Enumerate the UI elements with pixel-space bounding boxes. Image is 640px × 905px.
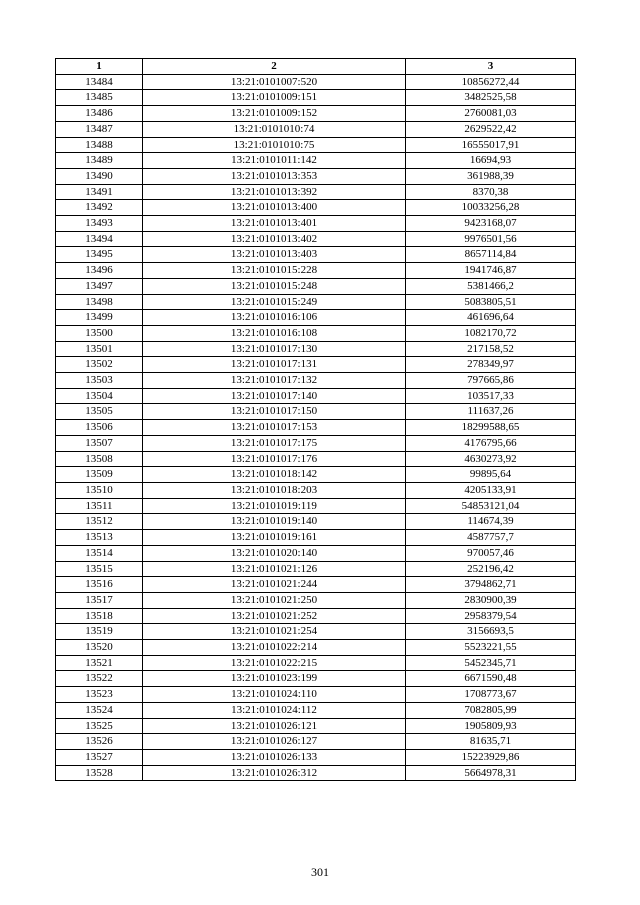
table-row	[56, 624, 576, 640]
cadastral-number-cell: 13:21:0101021:252	[143, 608, 406, 624]
value-cell: 5381466,2	[406, 278, 576, 294]
table-row	[56, 216, 576, 232]
row-number-cell: 13525	[56, 718, 143, 734]
value-cell: 5664978,31	[406, 765, 576, 781]
row-number-cell: 13502	[56, 357, 143, 373]
table-row	[56, 640, 576, 656]
data-table	[55, 58, 576, 781]
cadastral-number-cell: 13:21:0101016:108	[143, 325, 406, 341]
value-cell: 54853121,04	[406, 498, 576, 514]
column-header-1: 1	[56, 59, 143, 75]
value-cell: 252196,42	[406, 561, 576, 577]
table-row	[56, 671, 576, 687]
row-number-cell: 13518	[56, 608, 143, 624]
row-number-cell: 13491	[56, 184, 143, 200]
row-number-cell: 13504	[56, 388, 143, 404]
cadastral-number-cell: 13:21:0101010:74	[143, 121, 406, 137]
table-row	[56, 231, 576, 247]
value-cell: 3794862,71	[406, 577, 576, 593]
cadastral-number-cell: 13:21:0101019:161	[143, 530, 406, 546]
table-row	[56, 90, 576, 106]
table-body	[56, 74, 576, 781]
table-row	[56, 325, 576, 341]
row-number-cell: 13513	[56, 530, 143, 546]
value-cell: 16555017,91	[406, 137, 576, 153]
value-cell: 16694,93	[406, 153, 576, 169]
cadastral-number-cell: 13:21:0101015:249	[143, 294, 406, 310]
table-row	[56, 106, 576, 122]
cadastral-number-cell: 13:21:0101024:112	[143, 702, 406, 718]
table-row	[56, 749, 576, 765]
row-number-cell: 13503	[56, 373, 143, 389]
value-cell: 5452345,71	[406, 655, 576, 671]
table-row	[56, 592, 576, 608]
value-cell: 15223929,86	[406, 749, 576, 765]
table-header	[56, 59, 576, 75]
row-number-cell: 13527	[56, 749, 143, 765]
cadastral-number-cell: 13:21:0101013:392	[143, 184, 406, 200]
value-cell: 9423168,07	[406, 216, 576, 232]
cadastral-number-cell: 13:21:0101020:140	[143, 545, 406, 561]
cadastral-number-cell: 13:21:0101026:127	[143, 734, 406, 750]
table-row	[56, 200, 576, 216]
value-cell: 7082805,99	[406, 702, 576, 718]
cadastral-number-cell: 13:21:0101013:403	[143, 247, 406, 263]
row-number-cell: 13498	[56, 294, 143, 310]
value-cell: 8657114,84	[406, 247, 576, 263]
row-number-cell: 13506	[56, 420, 143, 436]
cadastral-number-cell: 13:21:0101026:312	[143, 765, 406, 781]
value-cell: 18299588,65	[406, 420, 576, 436]
value-cell: 81635,71	[406, 734, 576, 750]
cadastral-number-cell: 13:21:0101013:353	[143, 168, 406, 184]
table-row	[56, 310, 576, 326]
row-number-cell: 13522	[56, 671, 143, 687]
cadastral-number-cell: 13:21:0101026:133	[143, 749, 406, 765]
cadastral-number-cell: 13:21:0101022:214	[143, 640, 406, 656]
cadastral-number-cell: 13:21:0101018:203	[143, 482, 406, 498]
row-number-cell: 13496	[56, 263, 143, 279]
cadastral-number-cell: 13:21:0101011:142	[143, 153, 406, 169]
cadastral-number-cell: 13:21:0101007:520	[143, 74, 406, 90]
row-number-cell: 13488	[56, 137, 143, 153]
value-cell: 111637,26	[406, 404, 576, 420]
row-number-cell: 13526	[56, 734, 143, 750]
column-header-3: 3	[406, 59, 576, 75]
table-row	[56, 121, 576, 137]
column-header-2: 2	[143, 59, 406, 75]
row-number-cell: 13510	[56, 482, 143, 498]
row-number-cell: 13519	[56, 624, 143, 640]
value-cell: 114674,39	[406, 514, 576, 530]
row-number-cell: 13521	[56, 655, 143, 671]
row-number-cell: 13512	[56, 514, 143, 530]
row-number-cell: 13495	[56, 247, 143, 263]
value-cell: 217158,52	[406, 341, 576, 357]
table-row	[56, 514, 576, 530]
value-cell: 361988,39	[406, 168, 576, 184]
cadastral-number-cell: 13:21:0101021:250	[143, 592, 406, 608]
cadastral-number-cell: 13:21:0101015:228	[143, 263, 406, 279]
value-cell: 2830900,39	[406, 592, 576, 608]
table-row	[56, 357, 576, 373]
value-cell: 4587757,7	[406, 530, 576, 546]
table-row	[56, 263, 576, 279]
value-cell: 2760081,03	[406, 106, 576, 122]
row-number-cell: 13520	[56, 640, 143, 656]
value-cell: 4630273,92	[406, 451, 576, 467]
table-row	[56, 373, 576, 389]
table-row	[56, 545, 576, 561]
cadastral-number-cell: 13:21:0101019:119	[143, 498, 406, 514]
cadastral-number-cell: 13:21:0101017:176	[143, 451, 406, 467]
value-cell: 5523221,55	[406, 640, 576, 656]
cadastral-number-cell: 13:21:0101015:248	[143, 278, 406, 294]
table-row	[56, 498, 576, 514]
table-row	[56, 482, 576, 498]
table-row	[56, 734, 576, 750]
row-number-cell: 13511	[56, 498, 143, 514]
value-cell: 2958379,54	[406, 608, 576, 624]
page-number: 301	[311, 865, 329, 879]
table-row	[56, 702, 576, 718]
row-number-cell: 13489	[56, 153, 143, 169]
cadastral-number-cell: 13:21:0101021:254	[143, 624, 406, 640]
table-row	[56, 153, 576, 169]
table-row	[56, 247, 576, 263]
value-cell: 1708773,67	[406, 687, 576, 703]
row-number-cell: 13490	[56, 168, 143, 184]
cadastral-number-cell: 13:21:0101016:106	[143, 310, 406, 326]
value-cell: 4205133,91	[406, 482, 576, 498]
value-cell: 970057,46	[406, 545, 576, 561]
row-number-cell: 13515	[56, 561, 143, 577]
row-number-cell: 13486	[56, 106, 143, 122]
cadastral-number-cell: 13:21:0101017:132	[143, 373, 406, 389]
row-number-cell: 13499	[56, 310, 143, 326]
value-cell: 3156693,5	[406, 624, 576, 640]
value-cell: 103517,33	[406, 388, 576, 404]
row-number-cell: 13509	[56, 467, 143, 483]
cadastral-number-cell: 13:21:0101017:150	[143, 404, 406, 420]
value-cell: 10033256,28	[406, 200, 576, 216]
row-number-cell: 13508	[56, 451, 143, 467]
value-cell: 9976501,56	[406, 231, 576, 247]
table-row	[56, 561, 576, 577]
table-row	[56, 388, 576, 404]
table-row	[56, 184, 576, 200]
table-row	[56, 341, 576, 357]
row-number-cell: 13528	[56, 765, 143, 781]
cadastral-number-cell: 13:21:0101013:402	[143, 231, 406, 247]
table-row	[56, 467, 576, 483]
cadastral-number-cell: 13:21:0101017:153	[143, 420, 406, 436]
row-number-cell: 13492	[56, 200, 143, 216]
row-number-cell: 13501	[56, 341, 143, 357]
cadastral-number-cell: 13:21:0101009:152	[143, 106, 406, 122]
cadastral-number-cell: 13:21:0101017:175	[143, 435, 406, 451]
cadastral-number-cell: 13:21:0101022:215	[143, 655, 406, 671]
cadastral-number-cell: 13:21:0101018:142	[143, 467, 406, 483]
cadastral-number-cell: 13:21:0101017:131	[143, 357, 406, 373]
cadastral-number-cell: 13:21:0101009:151	[143, 90, 406, 106]
cadastral-number-cell: 13:21:0101021:244	[143, 577, 406, 593]
table-row	[56, 420, 576, 436]
table-row	[56, 435, 576, 451]
table-row	[56, 765, 576, 781]
value-cell: 4176795,66	[406, 435, 576, 451]
value-cell: 1941746,87	[406, 263, 576, 279]
row-number-cell: 13523	[56, 687, 143, 703]
value-cell: 797665,86	[406, 373, 576, 389]
table-row	[56, 655, 576, 671]
table-row	[56, 404, 576, 420]
row-number-cell: 13516	[56, 577, 143, 593]
table-row	[56, 718, 576, 734]
table-row	[56, 608, 576, 624]
row-number-cell: 13507	[56, 435, 143, 451]
cadastral-number-cell: 13:21:0101024:110	[143, 687, 406, 703]
value-cell: 278349,97	[406, 357, 576, 373]
cadastral-number-cell: 13:21:0101010:75	[143, 137, 406, 153]
value-cell: 2629522,42	[406, 121, 576, 137]
table-row	[56, 278, 576, 294]
table-row	[56, 451, 576, 467]
row-number-cell: 13494	[56, 231, 143, 247]
value-cell: 1905809,93	[406, 718, 576, 734]
header-row	[56, 59, 576, 75]
table-row	[56, 294, 576, 310]
row-number-cell: 13505	[56, 404, 143, 420]
table-row	[56, 137, 576, 153]
value-cell: 1082170,72	[406, 325, 576, 341]
table-row	[56, 577, 576, 593]
cadastral-number-cell: 13:21:0101017:140	[143, 388, 406, 404]
value-cell: 6671590,48	[406, 671, 576, 687]
table-row	[56, 74, 576, 90]
row-number-cell: 13487	[56, 121, 143, 137]
row-number-cell: 13493	[56, 216, 143, 232]
row-number-cell: 13524	[56, 702, 143, 718]
row-number-cell: 13497	[56, 278, 143, 294]
cadastral-number-cell: 13:21:0101017:130	[143, 341, 406, 357]
table-row	[56, 530, 576, 546]
value-cell: 5083805,51	[406, 294, 576, 310]
cadastral-number-cell: 13:21:0101021:126	[143, 561, 406, 577]
value-cell: 10856272,44	[406, 74, 576, 90]
cadastral-number-cell: 13:21:0101013:400	[143, 200, 406, 216]
cadastral-number-cell: 13:21:0101019:140	[143, 514, 406, 530]
cadastral-number-cell: 13:21:0101026:121	[143, 718, 406, 734]
value-cell: 461696,64	[406, 310, 576, 326]
cadastral-number-cell: 13:21:0101013:401	[143, 216, 406, 232]
row-number-cell: 13514	[56, 545, 143, 561]
table-row	[56, 168, 576, 184]
row-number-cell: 13484	[56, 74, 143, 90]
value-cell: 99895,64	[406, 467, 576, 483]
cadastral-number-cell: 13:21:0101023:199	[143, 671, 406, 687]
row-number-cell: 13485	[56, 90, 143, 106]
value-cell: 3482525,58	[406, 90, 576, 106]
table-row	[56, 687, 576, 703]
row-number-cell: 13500	[56, 325, 143, 341]
value-cell: 8370,38	[406, 184, 576, 200]
row-number-cell: 13517	[56, 592, 143, 608]
